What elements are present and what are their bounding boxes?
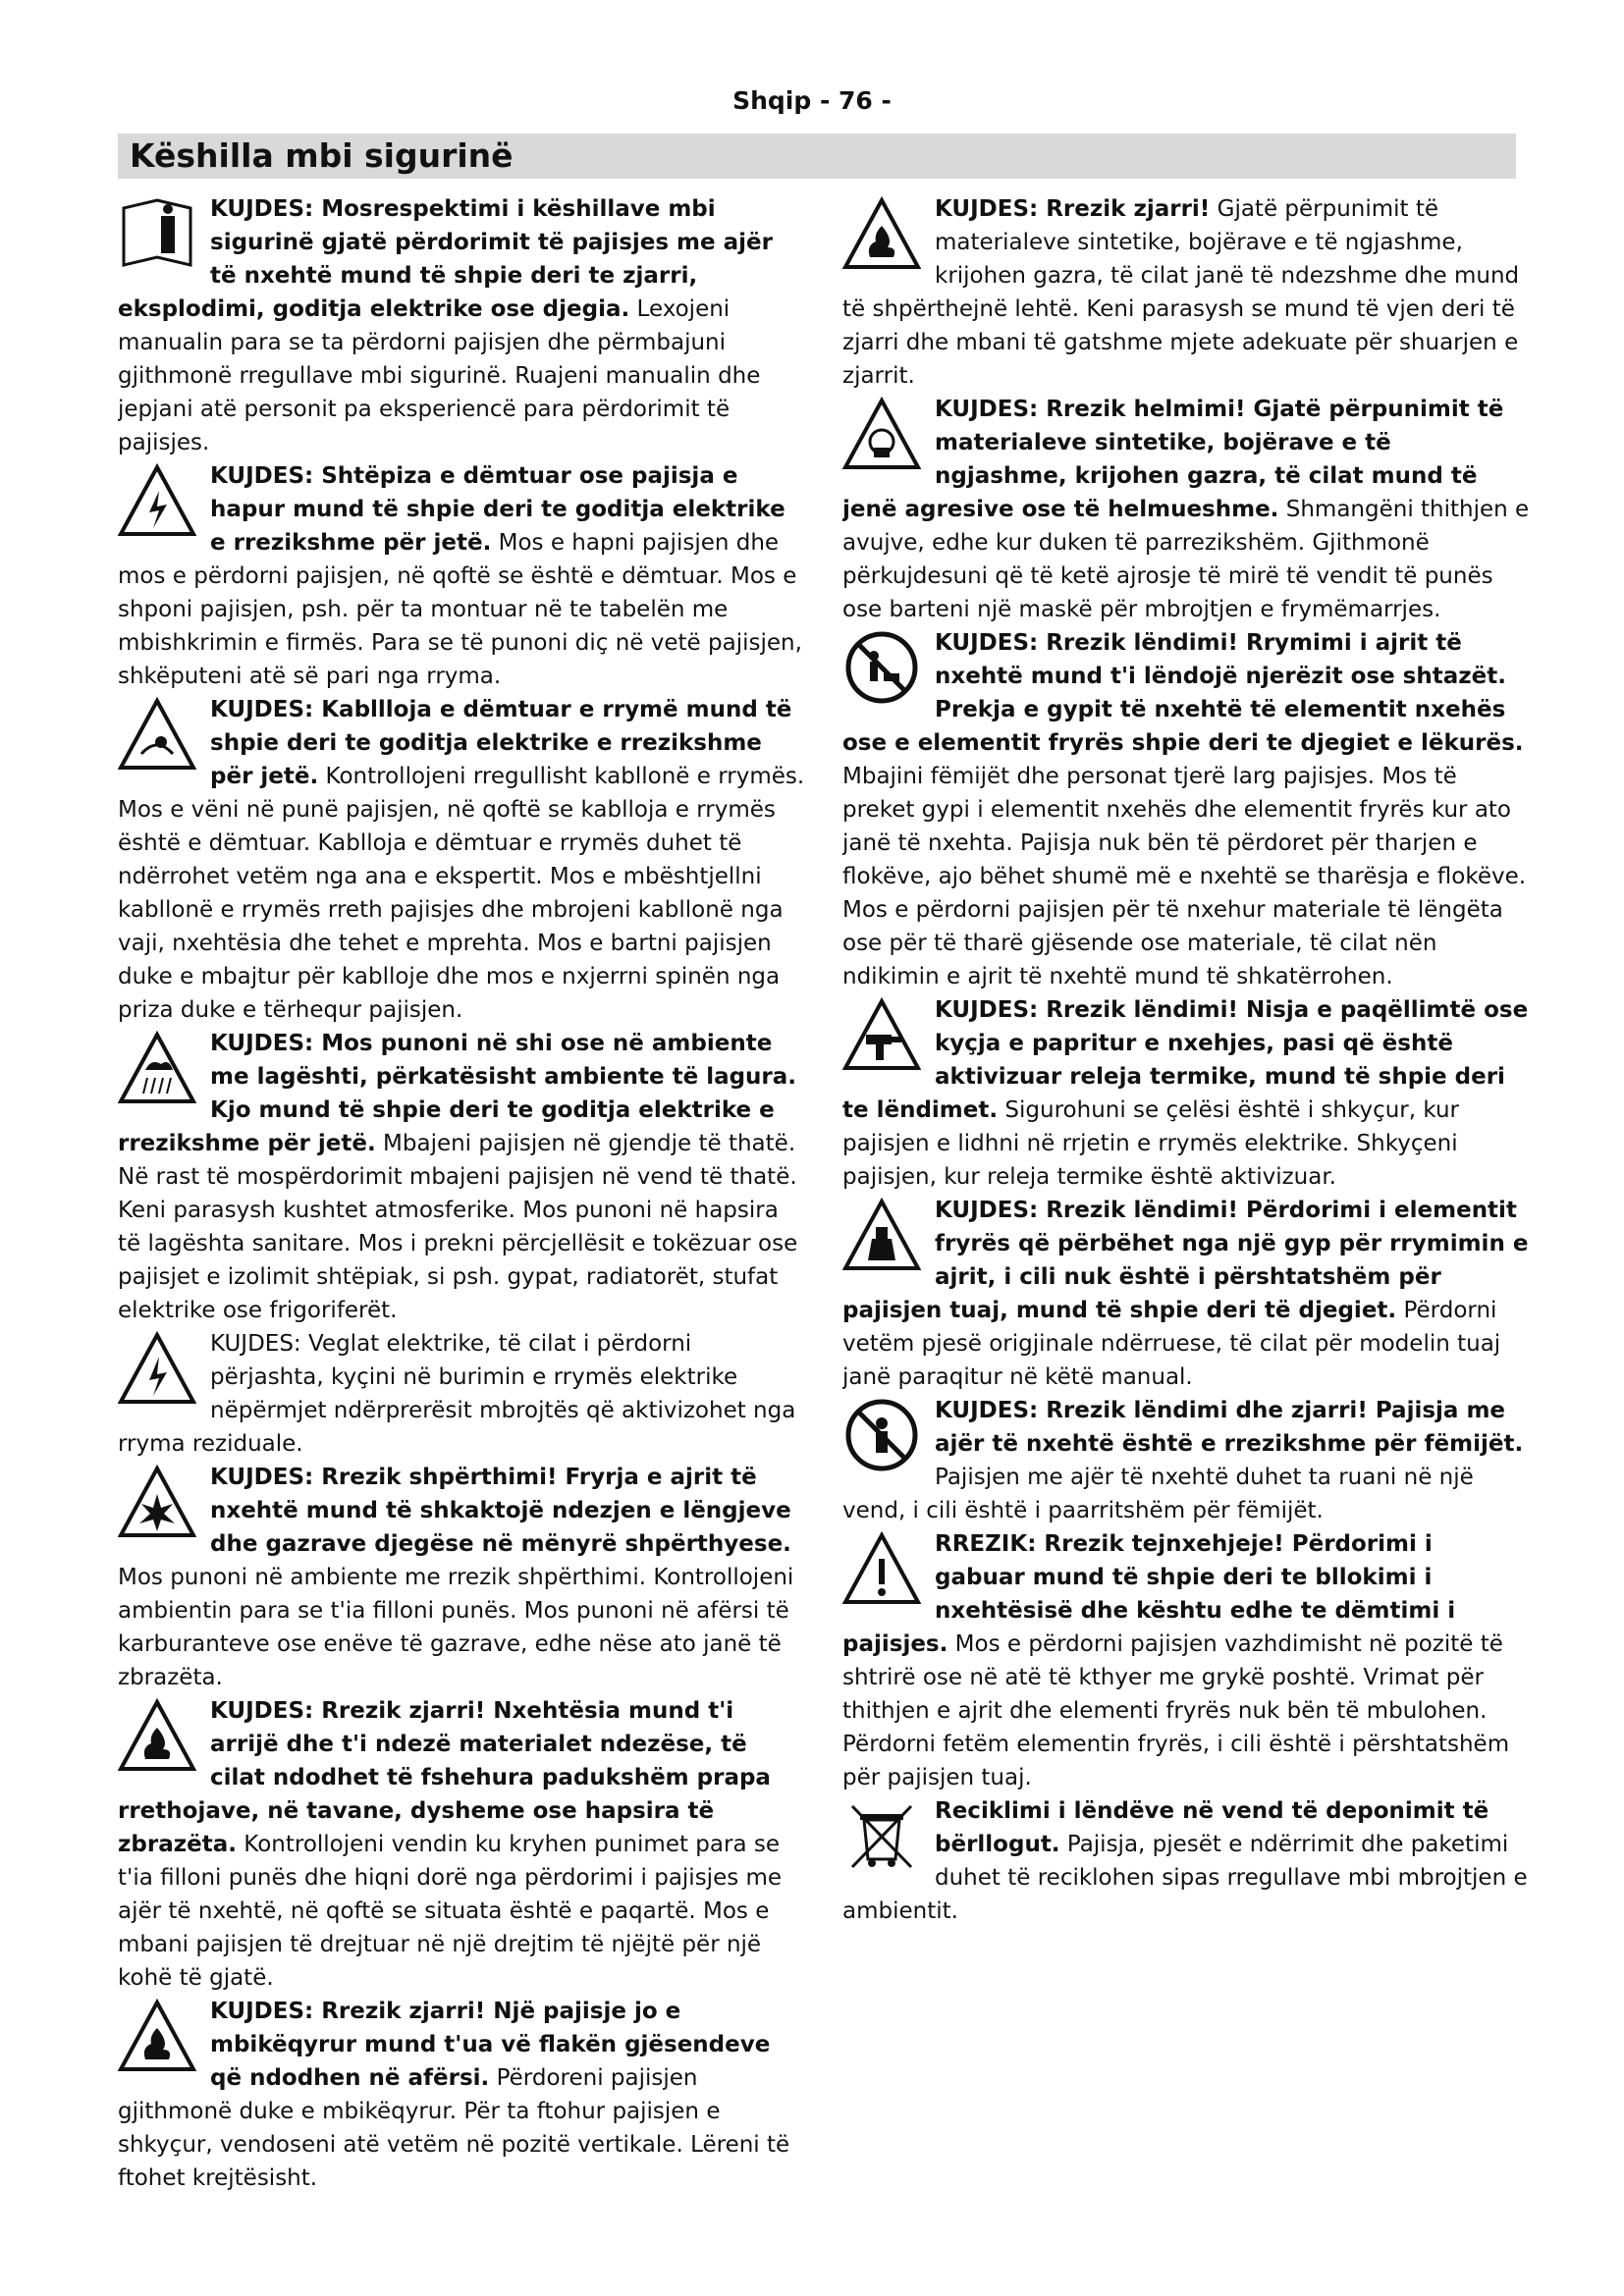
safety-warning-section bbox=[118, 693, 805, 1027]
warning-heading: RREZIK: Rrezik tejnxehjeje! Përdorimi i gabuar mund të shpie deri te bllokimi i nxehtësisë dhe kështu edhe te dëmtimi i pajisjes. bbox=[842, 1531, 1456, 1657]
warning-heading: KUJDES: Rrezik zjarri! Nxehtësia mund t'i arrijë dhe t'i ndezë materialet ndezëse, të cilat ndodhet të fshehura padukshëm prapa rrethojave, në tavane, dysheme ose hapsira të zbrazëta. bbox=[118, 1698, 771, 1857]
warning-body: KUJDES: Veglat elektrike, të cilat i përdorni përjashta, kyçini në burimin e rrymës elektrike nëpërmjet ndërprerësit mbrojtës që aktivizohet nga rryma reziduale. bbox=[118, 1331, 796, 1457]
fire-warning-icon bbox=[118, 1698, 196, 1773]
warning-text bbox=[118, 1694, 805, 1995]
safety-warning-section bbox=[842, 993, 1530, 1194]
warning-heading: KUJDES: Rrezik zjarri! bbox=[935, 196, 1211, 222]
warning-heading: KUJDES: Rrezik zjarri! Një pajisje jo e mbikëqyrur mund t'ua vë flakën gjësendeve që ndodhen në afërsi. bbox=[210, 1999, 771, 2091]
residual-current-warning-icon bbox=[118, 1331, 196, 1406]
safety-warning-section bbox=[842, 1794, 1530, 1928]
fire-warning-icon-3 bbox=[842, 196, 921, 271]
warning-heading: KUJDES: Rrezik lëndimi! Rrymimi i ajrit të nxehtë mund t'i lëndojë njerëzit ose shtazët. Prekja e gypit të nxehtë të elementit nxehës ose e elementit fryrës shpie deri te djegiet e lëkurës. bbox=[842, 630, 1524, 756]
warning-body: Kontrollojeni rregullisht kabllonë e rrymës. Mos e vëni në punë pajisjen, në qoftë se kablloja e rrymës është e dëmtuar. Kablloja e dëmtuar e rrymës duhet të ndërrohet vetëm nga ana e ekspertit. Mos e mbështjellni kabllonë e rrymës rreth pajisjes dhe mbrojeni kabllonë nga vaji, nxehtësia dhe tehet e mprehta. Mos e bartni pajisjen duke e mbajtur për kablloje dhe mos e nxjerrni spinën nga priza duke e tërhequr pajisjen. bbox=[118, 764, 805, 1023]
warning-body: Përdorni vetëm pjesë origjinale ndërruese, të cilat për modelin tuaj janë paraqitur në këtë manual. bbox=[842, 1298, 1501, 1390]
electric-shock-warning-icon bbox=[118, 463, 196, 538]
warning-body: Gjatë përpunimit të materialeve sintetike, bojërave e të ngjashme, krijohen gazra, të cilat janë të ndezshme dhe mund të shpërthejnë lehtë. Keni parasysh se mund të vjen deri të zjarri dhe mbani të gatshme mjete adekuate për shuarjen e zjarrit. bbox=[842, 196, 1520, 389]
warning-text bbox=[842, 393, 1530, 626]
no-people-animals-icon bbox=[842, 630, 921, 705]
gas-mask-warning-icon bbox=[842, 397, 921, 471]
warning-body: Sigurohuni se çelësi është i shkyçur, kur pajisjen e lidhni në rrjetin e rrymës elektrike. Shkyçeni pajisjen, kur releja termike është aktivizuar. bbox=[842, 1097, 1460, 1190]
warning-text bbox=[842, 192, 1530, 393]
warning-heading: KUJDES: Kabllloja e dëmtuar e rrymë mund të shpie deri te goditja elektrike e rrezikshme për jetë. bbox=[210, 697, 792, 789]
warning-body: Lexojeni manualin para se ta përdorni pajisjen dhe përmbajuni gjithmonë rregullave mbi sigurinë. Ruajeni manualin dhe jepjani atë personit pa eksperiencë para përdorimit të pajisjes. bbox=[118, 296, 761, 455]
title-bar bbox=[118, 133, 1516, 179]
warning-body: Përdoreni pajisjen gjithmonë duke e mbikëqyrur. Për ta ftohur pajisjen e shkyçur, vendoseni atë vetëm në pozitë vertikale. Lëreni të ftohet krejtësisht. bbox=[118, 2065, 790, 2191]
warning-text bbox=[118, 1461, 805, 1694]
warning-text bbox=[842, 1394, 1530, 1527]
safety-warning-section bbox=[118, 1694, 805, 1995]
safety-warning-section bbox=[118, 1327, 805, 1461]
warning-text bbox=[842, 1527, 1530, 1794]
general-danger-icon bbox=[842, 1531, 921, 1606]
warning-text bbox=[842, 626, 1530, 993]
page-header: Shqip - 76 - bbox=[732, 86, 892, 115]
warning-text bbox=[118, 1327, 805, 1461]
warning-heading: KUJDES: Rrezik lëndimi! Përdorimi i elementit fryrës që përbëhet nga një gyp për rrymimin e ajrit, i cili nuk është i përshtatshëm për pajisjen tuaj, mund të shpie deri të djegiet. bbox=[842, 1198, 1529, 1323]
warning-heading: KUJDES: Mos punoni në shi ose në ambiente me lagështi, përkatësisht ambiente të lagura. Kjo mund të shpie deri te goditja elektrike e rrezikshme për jetë. bbox=[118, 1031, 797, 1156]
heat-gun-warning-icon bbox=[842, 997, 921, 1072]
right-column bbox=[842, 192, 1530, 1928]
safety-warning-section bbox=[842, 1394, 1530, 1527]
safety-warning-section bbox=[842, 192, 1530, 393]
safety-warning-section bbox=[842, 626, 1530, 993]
crossed-bin-recycling-icon bbox=[842, 1798, 921, 1873]
safety-warning-section bbox=[118, 192, 805, 459]
warning-heading: KUJDES: Rrezik shpërthimi! Fryrja e ajrit të nxehtë mund të shkaktojë ndezjen e lëngjeve dhe gazrave djegëse në mënyrë shpërthyese. bbox=[210, 1465, 791, 1557]
warning-heading: KUJDES: Rrezik helmimi! Gjatë përpunimit të materialeve sintetike, bojërave e të ngjashme, krijohen gazra, të cilat mund të jenë agresive ose të helmueshme. bbox=[842, 397, 1504, 522]
safety-warning-section bbox=[118, 459, 805, 693]
warning-body: Pajisja, pjesët e ndërrimit dhe paketimi duhet të reciklohen sipas rregullave mbi mbrojtjen e ambientit. bbox=[842, 1832, 1528, 1924]
no-children-icon bbox=[842, 1398, 921, 1472]
warning-text bbox=[842, 1794, 1530, 1928]
warning-body: Mbajini fëmijët dhe personat tjerë larg pajisjes. Mos të preket gypi i elementit nxehës dhe elementit fryrës kur ato janë të nxehta. Pajisja nuk bën të përdoret për tharjen e flokëve, ajo bëhet shumë më e nxehtë se tharësja e flokëve. Mos e përdorni pajisjen për të nxehur materiale të lëngëta ose për të tharë gjësende ose materiale, të cilat nën ndikimin e ajrit të nxehtë mund të shkatërrohen. bbox=[842, 764, 1527, 989]
safety-warning-section bbox=[118, 1461, 805, 1694]
page-title: Këshilla mbi sigurinë bbox=[130, 136, 514, 175]
explosion-warning-icon bbox=[118, 1465, 196, 1539]
warning-body: Mos e përdorni pajisjen vazhdimisht në pozitë të shtrirë ose në atë të kthyer me grykë poshtë. Vrimat për thithjen e ajrit dhe elementi fryrës nuk bën të mbulohen. Përdorni fetëm elementin fryrës, i cili është i përshtatshëm për pajisjen tuaj. bbox=[842, 1631, 1510, 1790]
moisture-warning-icon bbox=[118, 1031, 196, 1105]
warning-body: Shmangëni thithjen e avujve, edhe kur duken të parrezikshëm. Gjithmonë përkujdesuni që të ketë ajrosje të mirë të vendit të punës ose barteni një maskë për mbrojtjen e frymëmarrjes. bbox=[842, 497, 1530, 622]
safety-warning-section bbox=[842, 393, 1530, 626]
manual-info-icon bbox=[118, 196, 196, 271]
warning-body: Mos e hapni pajisjen dhe mos e përdorni pajisjen, në qoftë se është e dëmtuar. Mos e shponi pajisjen, psh. për ta montuar në te tabelën me mbishkrimin e firmës. Para se të punoni diç në vetë pajisjen, shkëputeni atë së pari nga rryma. bbox=[118, 530, 802, 689]
safety-warning-section bbox=[118, 1995, 805, 2195]
warning-body: Kontrollojeni vendin ku kryhen punimet para se t'ia filloni punës dhe hiqni dorë nga përdorimi i pajisjes me ajër të nxehtë, në qoftë se situata është e paqartë. Mos e mbani pajisjen të drejtuar në një drejtim të njëjtë për një kohë të gjatë. bbox=[118, 1832, 783, 1991]
fire-warning-icon-2 bbox=[118, 1999, 196, 2073]
nozzle-warning-icon bbox=[842, 1198, 921, 1272]
safety-warning-section bbox=[842, 1527, 1530, 1794]
warning-text bbox=[118, 1027, 805, 1327]
warning-body: Mos punoni në ambiente me rrezik shpërthimi. Kontrollojeni ambientin para se t'ia filloni punës. Mos punoni në afërsi të karburanteve ose enëve të gazrave, edhe nëse ato janë të zbrazëta. bbox=[118, 1565, 794, 1690]
left-column bbox=[118, 192, 805, 2195]
warning-text bbox=[118, 192, 805, 459]
warning-heading: KUJDES: Shtëpiza e dëmtuar ose pajisja e hapur mund të shpie deri te goditja elektrike e rrezikshme për jetë. bbox=[210, 463, 785, 556]
warning-text bbox=[118, 1995, 805, 2195]
warning-heading: KUJDES: Rrezik lëndimi! Nisja e paqëllimtë ose kyçja e papritur e nxehjes, pasi që është aktivizuar releja termike, mund të shpie deri te lëndimet. bbox=[842, 997, 1529, 1123]
warning-body: Mbajeni pajisjen në gjendje të thatë. Në rast të mospërdorimit mbajeni pajisjen në vend të thatë. Keni parasysh kushtet atmosferike. Mos punoni në hapsira të lagështa sanitare. Mos i prekni përcjellësit e tokëzuar ose pajisjet e izolimit shtëpiak, si psh. gypat, radiatorët, stufat elektrike ose frigoriferët. bbox=[118, 1131, 798, 1323]
warning-text bbox=[118, 693, 805, 1027]
damaged-cable-warning-icon bbox=[118, 697, 196, 772]
safety-warning-section bbox=[118, 1027, 805, 1327]
warning-body: Pajisjen me ajër të nxehtë duhet ta ruani në një vend, i cili është i paarritshëm për fëmijët. bbox=[842, 1465, 1474, 1523]
safety-warning-section bbox=[842, 1194, 1530, 1394]
warning-text bbox=[842, 993, 1530, 1194]
warning-text bbox=[842, 1194, 1530, 1394]
warning-heading: KUJDES: Mosrespektimi i këshillave mbi sigurinë gjatë përdorimit të pajisjes me ajër të nxehtë mund të shpie deri te zjarri, eksplodimi, goditja elektrike ose djegia. bbox=[118, 196, 773, 322]
warning-text bbox=[118, 459, 805, 693]
warning-heading: Reciklimi i lëndëve në vend të deponimit të bërllogut. bbox=[935, 1798, 1489, 1857]
warning-heading: KUJDES: Rrezik lëndimi dhe zjarri! Pajisja me ajër të nxehtë është e rrezikshme për fëmijët. bbox=[935, 1398, 1524, 1457]
